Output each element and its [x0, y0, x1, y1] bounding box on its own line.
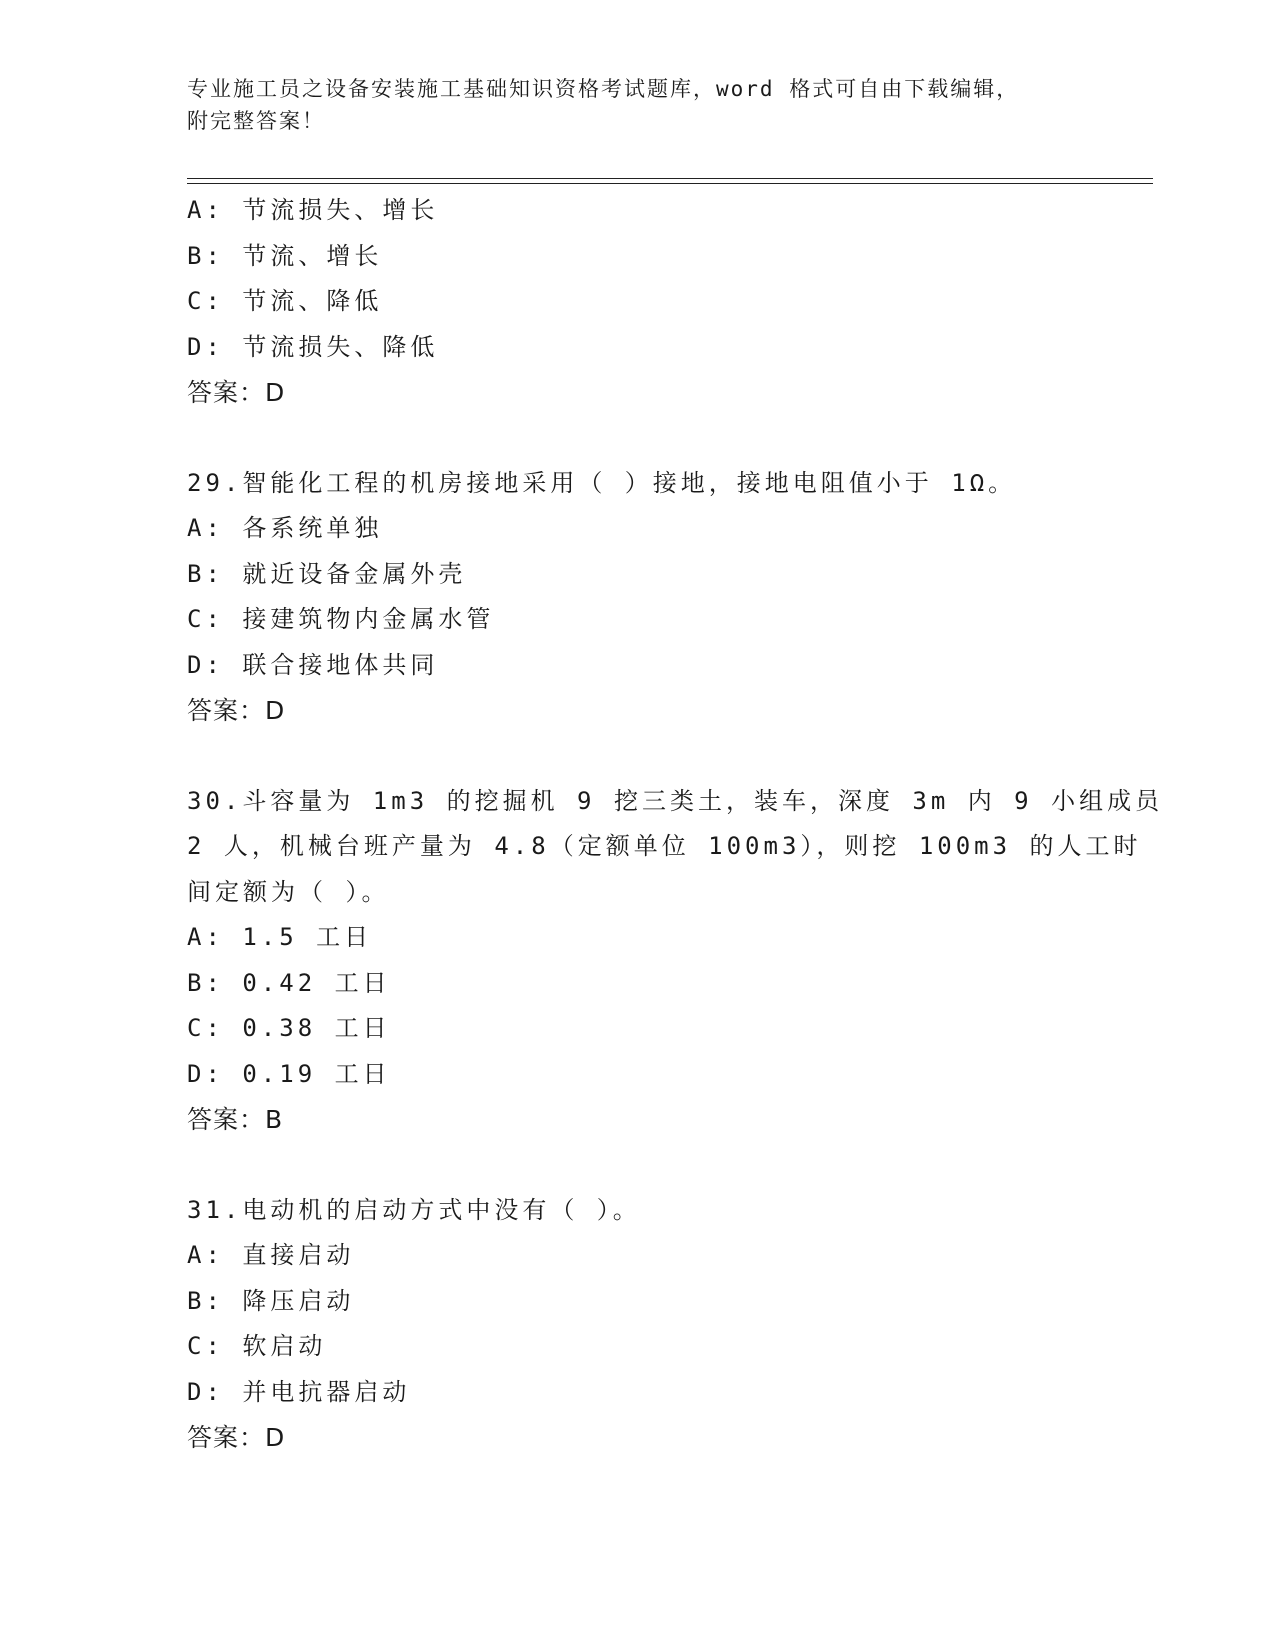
question-stem: 29.智能化工程的机房接地采用（ ）接地，接地电阻值小于 1Ω。 [187, 468, 1017, 497]
question-28 [187, 188, 1087, 416]
header-line-1: 专业施工员之设备安装施工基础知识资格考试题库，word 格式可自由下载编辑， [187, 77, 1020, 101]
option-d: D: 联合接地体共同 [187, 650, 439, 679]
question-stem-line-3: 间定额为（ ）。 [187, 877, 390, 906]
option-a: A: 各系统单独 [187, 514, 383, 542]
question-31 [187, 1188, 1087, 1461]
question-stem-line-1: 30.斗容量为 1m3 的挖掘机 9 挖三类土，装车，深度 3m 内 9 小组成员 [187, 786, 1164, 815]
option-b: B: 0.42 工日 [187, 968, 391, 997]
option-c: C: 节流、降低 [187, 287, 383, 315]
option-d: D: 节流损失、降低 [187, 332, 439, 361]
option-a: A: 1.5 工日 [187, 923, 373, 951]
option-b: B: 节流、增长 [187, 241, 383, 270]
spacer [187, 1143, 1087, 1188]
question-list [187, 188, 1164, 1461]
option-c: C: 软启动 [187, 1332, 327, 1360]
option-c: C: 接建筑物内金属水管 [187, 605, 495, 633]
question-stem: 31.电动机的启动方式中没有（ ）。 [187, 1195, 641, 1224]
option-b: B: 就近设备金属外壳 [187, 559, 467, 588]
answer: 答案：D [187, 1423, 286, 1452]
document-header [187, 73, 1087, 137]
header-divider-bottom [187, 183, 1153, 184]
answer: 答案：B [187, 1105, 284, 1134]
question-30 [187, 779, 1164, 1143]
header-line-2: 附完整答案！ [187, 109, 325, 133]
header-divider-top [187, 178, 1153, 179]
answer: 答案：D [187, 378, 286, 407]
option-b: B: 降压启动 [187, 1286, 355, 1315]
question-29 [187, 461, 1087, 734]
option-d: D: 0.19 工日 [187, 1059, 391, 1088]
spacer [187, 416, 1087, 461]
answer: 答案：D [187, 696, 286, 725]
option-a: A: 节流损失、增长 [187, 196, 439, 224]
option-d: D: 并电抗器启动 [187, 1377, 411, 1406]
spacer [187, 734, 1087, 779]
question-stem-line-2: 2 人，机械台班产量为 4.8（定额单位 100m3），则挖 100m3 的人工时 [187, 832, 1142, 860]
option-c: C: 0.38 工日 [187, 1014, 391, 1042]
option-a: A: 直接启动 [187, 1241, 355, 1269]
